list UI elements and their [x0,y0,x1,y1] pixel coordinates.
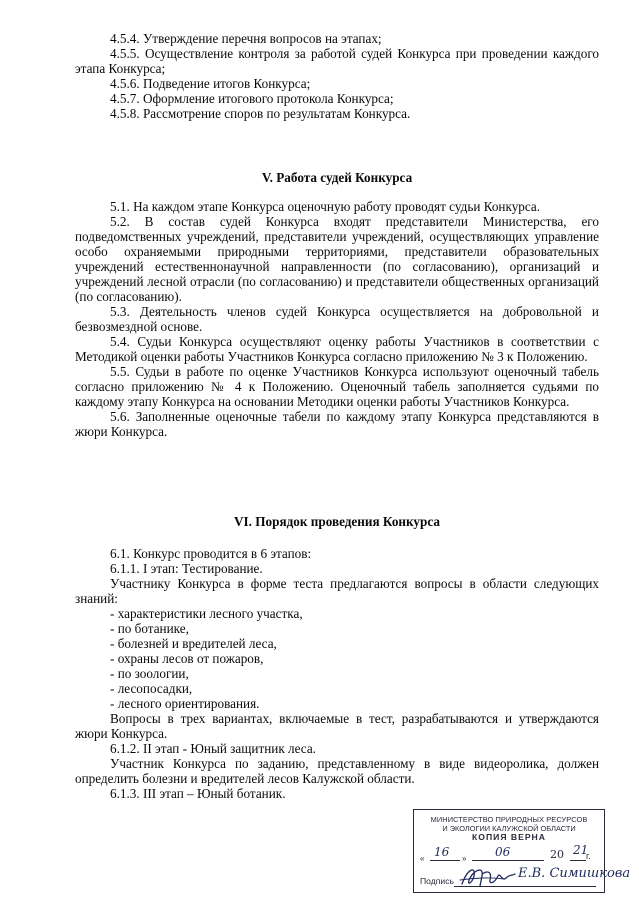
list-item: - лесного ориентирования. [110,696,260,711]
clause-4-5-7: 4.5.7. Оформление итогового протокола Конкурса; [110,91,394,106]
section-5-body [75,199,599,439]
stamp-certified-copy: КОПИЯ ВЕРНА [472,832,546,842]
list-item: - характеристики лесного участка, [110,606,303,621]
stamp-year-underline [570,860,586,861]
list-item: - болезней и вредителей леса, [110,636,277,651]
test-intro: Участнику Конкурса в форме теста предлагаются вопросы в области следующих знаний: [75,576,599,606]
clause-list-4-5 [75,31,599,121]
stamp-quote-close: » [462,854,467,863]
section-5-heading: V. Работа судей Конкурса [261,170,413,185]
stamp-quote-open: « [420,854,425,863]
list-item: - по зоологии, [110,666,189,681]
stage-2-description: Участник Конкурса по заданию, представленному в виде видеоролика, должен определить болезни и вредителей лесов Калужской области. [75,756,599,786]
section-6-heading: VI. Порядок проведения Конкурса [234,514,440,529]
clause-5-3: 5.3. Деятельность членов судей Конкурса осуществляется на добровольной и безвозмездной основе. [75,304,599,334]
section-6-body [75,546,599,801]
list-item: - лесопосадки, [110,681,193,696]
clause-4-5-6: 4.5.6. Подведение итогов Конкурса; [110,76,311,91]
clause-5-5: 5.5. Судьи в работе по оценке Участников Конкурса используют оценочный табель согласно приложению № 4 к Положению. Оценочный табель заполняется судьями по каждому этапу Конкурса на основании Методики оценки работы Участников Конкурса. [75,364,599,409]
clause-5-6: 5.6. Заполненные оценочные табели по каждому этапу Конкурса представляются в жюри Конкурса. [75,409,599,439]
stamp-year-unit: г. [586,851,591,861]
stamp-date [420,843,600,863]
stamp-signature-label: Подпись [420,876,455,886]
stamp-year-suffix: 21 [573,843,589,857]
stamp-region-line: И ЭКОЛОГИИ КАЛУЖСКОЙ ОБЛАСТИ [442,824,576,833]
stamp-year-prefix: 20 [550,848,564,861]
stamp-month-underline [472,860,544,861]
clause-6-1-3: 6.1.3. III этап – Юный ботаник. [110,786,286,801]
certification-stamp [413,809,631,893]
stamp-signer-name: Е.В. Симишкова [518,866,631,881]
list-item: - по ботанике, [110,621,189,636]
stamp-signature-underline [454,886,596,887]
clause-6-1-2: 6.1.2. II этап - Юный защитник леса. [110,741,316,756]
clause-4-5-4: 4.5.4. Утверждение перечня вопросов на этапах; [110,31,382,46]
stamp-ministry-line: МИНИСТЕРСТВО ПРИРОДНЫХ РЕСУРСОВ [430,815,588,824]
list-item: - охраны лесов от пожаров, [110,651,264,666]
stamp-day-underline [430,860,460,861]
clause-5-2: 5.2. В состав судей Конкурса входят представители Министерства, его подведомственных учреждений, представители учреждений, осуществляющих управление особо охраняемыми природными территориями, представители образовательных учреждений естественнонаучной направленности (по согласованию), организаций и учреждений лесной отрасли (по согласованию) и представители общественных организаций (по согласованию). [75,214,599,304]
stamp-month: 06 [495,845,511,859]
clause-5-4: 5.4. Судьи Конкурса осуществляют оценку работы Участников в соответствии с Методикой оценки работы Участников Конкурса согласно приложению № 3 к Положению. [75,334,599,364]
stamp-day: 16 [434,845,450,859]
clause-6-1-1: 6.1.1. I этап: Тестирование. [110,561,263,576]
clause-5-1: 5.1. На каждом этапе Конкурса оценочную работу проводят судьи Конкурса. [110,199,541,214]
test-variants: Вопросы в трех вариантах, включаемые в тест, разрабатываются и утверждаются жюри Конкурса. [75,711,599,741]
clause-4-5-8: 4.5.8. Рассмотрение споров по результатам Конкурса. [110,106,411,121]
clause-6-1: 6.1. Конкурс проводится в 6 этапов: [110,546,312,561]
clause-4-5-5: 4.5.5. Осуществление контроля за работой судей Конкурса при проведении каждого этапа Конкурса; [75,46,599,76]
